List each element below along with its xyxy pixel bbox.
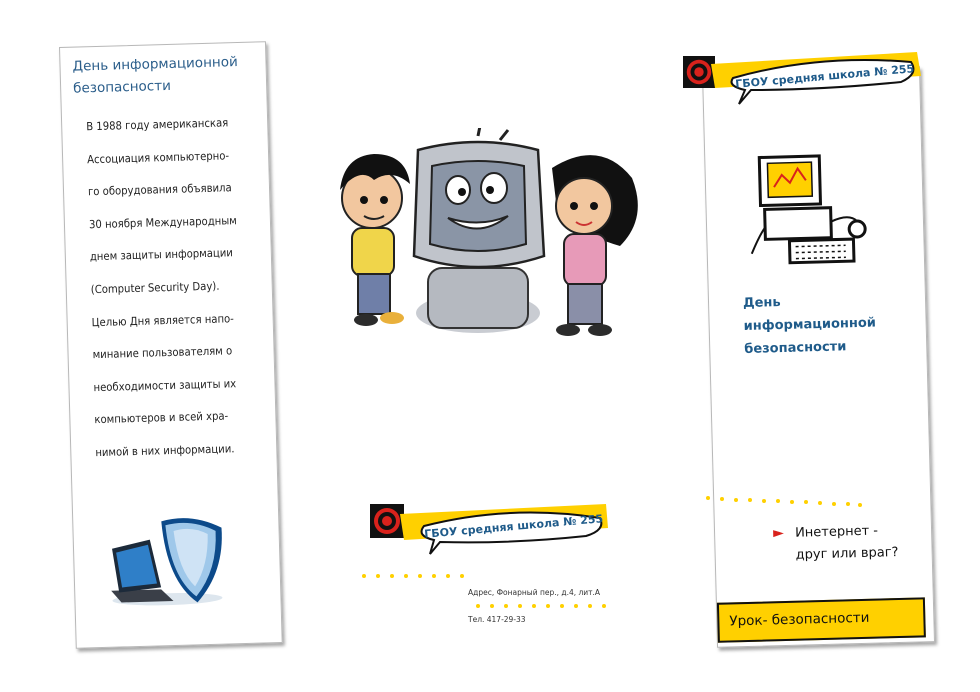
- question-line-2: друг или враг?: [795, 545, 899, 563]
- left-panel: [59, 41, 283, 649]
- body-line: нимой в них информации.: [95, 442, 235, 460]
- shield-laptop-image: [103, 509, 236, 613]
- body-line: Целью Дня является напо-: [91, 311, 235, 329]
- right-panel: [702, 66, 935, 648]
- body-line: днем защиты информации: [89, 246, 234, 264]
- red-arrow-icon: ►: [772, 525, 785, 542]
- school-address: Адрес, Фонарный пер., д.4, лит.А: [468, 588, 601, 597]
- right-school-banner: [683, 44, 923, 108]
- body-line: компьютеров и всей хра-: [94, 409, 229, 427]
- center-school-banner: [370, 500, 610, 560]
- school-phone: Тел. 417-29-33: [468, 615, 526, 624]
- computer-sketch-image: [743, 150, 878, 271]
- question-line-1: Инетернет -: [794, 523, 879, 541]
- left-panel-title: День информационной безопасности: [72, 54, 238, 97]
- right-panel-title: День информационной безопасности: [742, 295, 877, 357]
- center-banner-text: ГБОУ средняя школа № 255: [423, 512, 604, 541]
- body-line: необходимости защиты их: [93, 376, 237, 394]
- kids-computer-illustration: [330, 128, 652, 343]
- dotted-line: [704, 494, 864, 508]
- body-line: минание пользователям о: [92, 344, 233, 362]
- body-line: 30 ноября Международным: [88, 213, 237, 232]
- body-line: (Computer Security Day).: [90, 279, 220, 297]
- body-line: Ассоциация компьютерно-: [86, 148, 230, 166]
- left-panel-body: [86, 106, 268, 469]
- lesson-label: Урок- безопасности: [729, 609, 870, 630]
- right-banner-text: ГБОУ средняя школа № 255: [734, 62, 915, 91]
- target-icon: [370, 504, 404, 538]
- body-line: В 1988 году американская: [86, 116, 229, 134]
- body-line: го оборудования объявила: [87, 181, 232, 199]
- internet-question: [795, 520, 899, 567]
- lesson-label-box: [717, 597, 926, 642]
